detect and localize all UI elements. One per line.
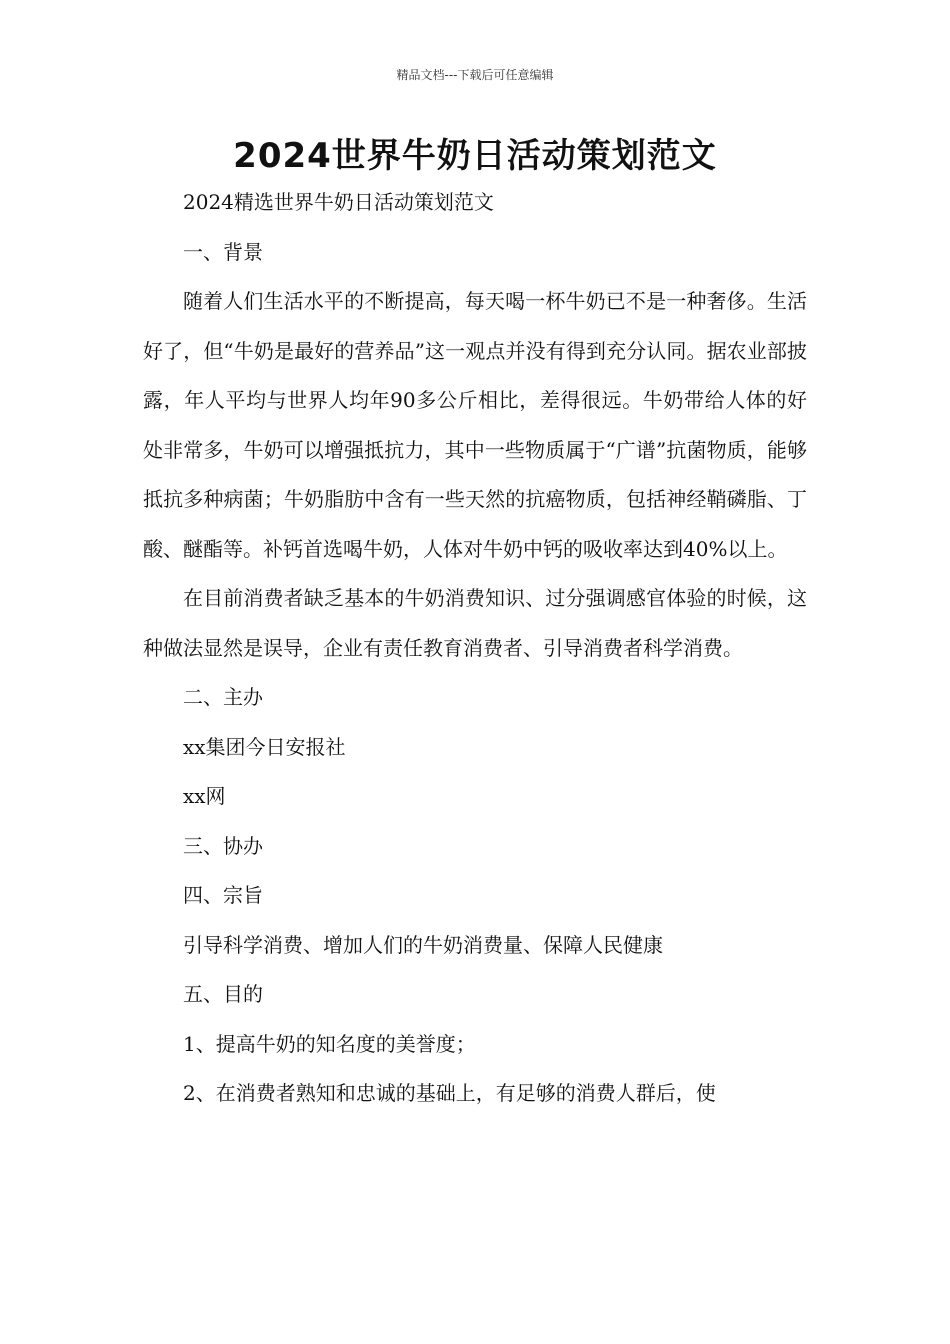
organizer-1: xx集团今日安报社 <box>183 734 346 759</box>
heading-background: 一、背景 <box>183 239 263 264</box>
heading-goals: 五、目的 <box>183 982 263 1006</box>
heading-co-organizer: 三、协办 <box>183 833 263 858</box>
document-body <box>143 178 807 1119</box>
goal-item-1: 1、提高牛奶的知名度的美誉度； <box>183 1031 476 1056</box>
heading-purpose: 四、宗旨 <box>183 883 263 907</box>
organizer-2: xx网 <box>183 784 226 808</box>
paragraph-background-2: 在目前消费者缺乏基本的牛奶消费知识、过分强调感官体验的时候，这种做法显然是误导，企业有责任教育消费者、引导消费者科学消费。 <box>143 586 807 660</box>
paragraph-subtitle: 2024精选世界牛奶日活动策划范文 <box>183 190 494 214</box>
goal-item-2: 2、在消费者熟知和忠诚的基础上，有足够的消费人群后，使 <box>183 1081 716 1105</box>
paragraph-background-1: 随着人们生活水平的不断提高，每天喝一杯牛奶已不是一种奢侈。生活好了，但“牛奶是最好的营养品”这一观点并没有得到充分认同。据农业部披露，年人平均与世界人均年90多公斤相比，差得很远。牛奶带给人体的好处非常多，牛奶可以增强抵抗力，其中一些物质属于“广谱”抗菌物质，能够抵抗多种病菌；牛奶脂肪中含有一些天然的抗癌物质，包括神经鞘磷脂、丁酸、醚酯等。补钙首选喝牛奶，人体对牛奶中钙的吸收率达到40%以上。 <box>143 289 807 561</box>
header-note: 精品文档---下载后可任意编辑 <box>396 68 554 82</box>
purpose-text: 引导科学消费、增加人们的牛奶消费量、保障人民健康 <box>183 932 663 957</box>
heading-organizer: 二、主办 <box>183 685 263 709</box>
document-title: 2024世界牛奶日活动策划范文 <box>233 136 717 176</box>
